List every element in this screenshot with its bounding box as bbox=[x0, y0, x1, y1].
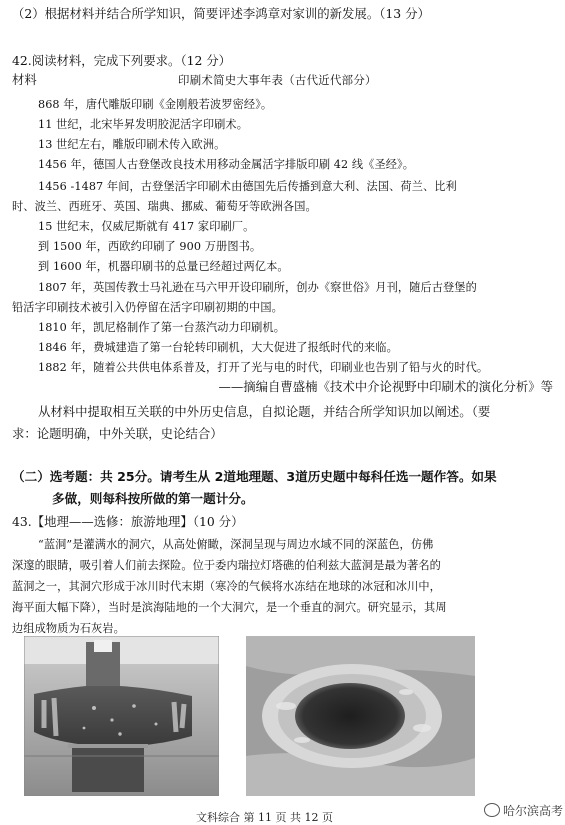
timeline-event: 铅活字印刷技术被引入仍停留在活字印刷初期的中国。 bbox=[12, 301, 283, 314]
q42-requirement: 从材料中提取相互关联的中外历史信息，自拟论题，并结合所学知识加以阐述。（要 bbox=[38, 404, 491, 419]
timeline-event: 11 世纪，北宋毕昇发明胶泥活字印刷术。 bbox=[38, 118, 248, 131]
q41-part2: （2）根据材料并结合所学知识，简要评述李鸿章对家训的新发展。（13 分） bbox=[12, 6, 430, 21]
timeline-event: 1810 年，凯尼格制作了第一台蒸汽动力印刷机。 bbox=[38, 321, 285, 334]
material-label: 材料 bbox=[12, 72, 37, 87]
blue-hole-cross-section-figure bbox=[24, 636, 219, 796]
great-blue-hole-aerial-figure bbox=[246, 636, 475, 796]
q43-paragraph-line: “蓝洞”是灌满水的洞穴，从高处俯瞰，深洞呈现与周边水域不同的深蓝色，仿佛 bbox=[38, 538, 434, 551]
timeline-event: 到 1600 年，机器印刷书的总量已经超过两亿本。 bbox=[38, 260, 289, 273]
timeline-event: 1846 年，费城建造了第一台轮转印刷机，大大促进了报纸时代的来临。 bbox=[38, 341, 398, 354]
timeline-event: 1882 年，随着公共供电体系普及，打开了光与电的时代，印刷业也告别了铅与火的时代。 bbox=[38, 361, 489, 374]
timeline-event: 13 世纪左右，雕版印刷术传入欧洲。 bbox=[38, 138, 226, 151]
q43-title: 43.【地理——选修：旅游地理】（10 分） bbox=[12, 514, 244, 529]
q43-paragraph-line: 蓝洞之一，其洞穴形成于冰川时代末期（寒冷的气候将水冻结在地球的冰冠和冰川中， bbox=[12, 580, 441, 593]
timeline-event: 15 世纪末，仅威尼斯就有 417 家印刷厂。 bbox=[38, 220, 255, 233]
timeline-event: 1456 年，德国人古登堡改良技术用移动金属活字排版印刷 42 线《圣经》。 bbox=[38, 158, 415, 171]
q43-paragraph-line: 深邃的眼睛，吸引着人们前去探险。位于委内瑞拉灯塔礁的伯利兹大蓝洞是最为著名的 bbox=[12, 559, 441, 572]
page-footer: 文科综合 第 11 页 共 12 页 bbox=[196, 811, 333, 824]
timeline-event: 到 1500 年，西欧约印刷了 900 万册图书。 bbox=[38, 240, 262, 253]
section-heading: 多做，则每科按所做的第一题计分。 bbox=[52, 491, 254, 506]
watermark-text: 哈尔滨高考 bbox=[502, 804, 563, 818]
timeline-event: 868 年，唐代雕版印刷《金刚般若波罗密经》。 bbox=[38, 98, 273, 111]
timeline-caption: 印刷术简史大事年表（古代近代部分） bbox=[178, 73, 377, 87]
watermark bbox=[484, 802, 563, 819]
q42-title: 42.阅读材料，完成下列要求。（12 分） bbox=[12, 53, 232, 68]
q42-requirement: 求：论题明确，中外关联，史论结合） bbox=[12, 426, 223, 441]
timeline-event: 时、波兰、西班牙、英国、瑞典、挪威、葡萄牙等欧洲各国。 bbox=[12, 200, 317, 213]
timeline-event: 1807 年，英国传教士马礼逊在马六甲开设印刷所，创办《察世俗》月刊，随后古登堡的 bbox=[38, 281, 477, 294]
timeline-event: 1456 -1487 年间，古登堡活字印刷术由德国先后传播到意大利、法国、荷兰、比利 bbox=[38, 180, 457, 193]
q43-paragraph-line: 海平面大幅下降），当时是滨海陆地的一个大洞穴，是一个垂直的洞穴。研究显示，其周 bbox=[12, 601, 447, 614]
material-source: ——摘编自曹盛楠《技术中介论视野中印刷术的演化分析》等 bbox=[218, 379, 553, 394]
section-heading: （二）选考题：共 25分。请考生从 2道地理题、3道历史题中每科任选一题作答。如果 bbox=[12, 469, 497, 484]
q43-paragraph-line: 边组成物质为石灰岩。 bbox=[12, 622, 125, 635]
wechat-icon bbox=[484, 803, 500, 817]
